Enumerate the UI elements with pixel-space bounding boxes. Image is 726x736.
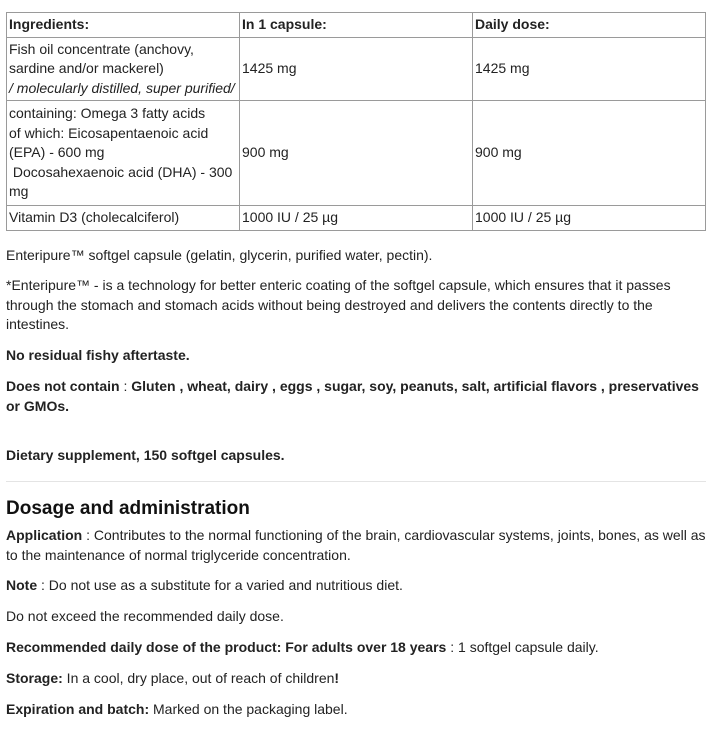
ingredient-line: Docosahexaenoic acid (DHA) - 300 bbox=[9, 163, 233, 180]
capsule-amount-cell: 1425 mg bbox=[240, 37, 473, 101]
ingredient-note: / molecularly distilled, super purified/ bbox=[9, 79, 235, 96]
daily-amount-cell: 1425 mg bbox=[473, 37, 706, 101]
application-label: Application bbox=[6, 527, 83, 543]
storage-label: Storage: bbox=[6, 670, 63, 686]
header-daily-dose: Daily dose: bbox=[473, 13, 706, 38]
ingredient-line: Fish oil concentrate (anchovy, bbox=[9, 40, 194, 57]
section-divider bbox=[6, 481, 706, 482]
expiration-label: Expiration and batch: bbox=[6, 701, 150, 717]
does-not-contain-text bbox=[6, 377, 706, 416]
table-row bbox=[7, 206, 706, 231]
storage-exclamation: ! bbox=[334, 670, 340, 686]
enteripure-description: *Enteripure™ - is a technology for better enteric coating of the softgel capsule, which ensures that it passes through the stomach and stomach acids without being destroyed and delivers the contents directly to the intestines. bbox=[6, 277, 671, 332]
does-not-contain-separator: : bbox=[119, 378, 132, 394]
header-in-1-capsule: In 1 capsule: bbox=[240, 13, 473, 38]
ingredient-cell bbox=[7, 37, 240, 101]
expiration-value: Marked on the packaging label. bbox=[149, 701, 348, 717]
table-header-row bbox=[7, 13, 706, 38]
expiration-text bbox=[6, 700, 706, 720]
note-value: : Do not use as a substitute for a varied and nutritious diet. bbox=[37, 577, 403, 593]
ingredient-line: of which: Eicosapentaenoic acid bbox=[9, 124, 209, 141]
capsule-amount-cell: 900 mg bbox=[240, 101, 473, 206]
recommended-dose-label: Recommended daily dose of the product: For adults over 18 years bbox=[6, 639, 447, 655]
recommended-dose-value: : 1 softgel capsule daily. bbox=[446, 639, 599, 655]
capsule-amount-cell: 1000 IU / 25 µg bbox=[240, 206, 473, 231]
daily-amount-cell: 900 mg bbox=[473, 101, 706, 206]
note-text bbox=[6, 576, 706, 596]
application-text bbox=[6, 526, 706, 565]
do-not-exceed-text: Do not exceed the recommended daily dose. bbox=[6, 608, 284, 624]
recommended-dose-text bbox=[6, 638, 706, 658]
table-row bbox=[7, 101, 706, 206]
dosage-heading: Dosage and administration bbox=[6, 498, 250, 519]
table-row bbox=[7, 37, 706, 101]
no-aftertaste-text: No residual fishy aftertaste. bbox=[6, 347, 190, 363]
daily-amount-cell: 1000 IU / 25 µg bbox=[473, 206, 706, 231]
storage-text bbox=[6, 669, 706, 689]
ingredient-line: Vitamin D3 (cholecalciferol) bbox=[9, 209, 180, 225]
storage-value: In a cool, dry place, out of reach of children bbox=[62, 670, 335, 686]
capsule-composition-text: Enteripure™ softgel capsule (gelatin, glycerin, purified water, pectin). bbox=[6, 247, 433, 263]
note-label: Note bbox=[6, 577, 38, 593]
header-ingredients: Ingredients: bbox=[7, 13, 240, 38]
application-value: : Contributes to the normal functioning of the brain, cardiovascular systems, joints, bones, as well as to the maintenance of normal triglyceride concentration. bbox=[6, 527, 706, 563]
dietary-supplement-text: Dietary supplement, 150 softgel capsules. bbox=[6, 447, 285, 463]
ingredient-line: sardine and/or mackerel) bbox=[9, 60, 164, 76]
does-not-contain-label: Does not contain bbox=[6, 378, 120, 394]
ingredient-cell bbox=[7, 206, 240, 231]
ingredient-cell bbox=[7, 101, 240, 206]
ingredient-line: containing: Omega 3 fatty acids bbox=[9, 105, 206, 122]
allergen-list: Gluten , wheat, dairy , eggs , sugar, soy, peanuts, salt, artificial flavors , preservatives or GMOs. bbox=[6, 378, 699, 414]
ingredient-line: mg bbox=[9, 183, 29, 200]
ingredient-line: (EPA) - 600 mg bbox=[9, 144, 105, 161]
ingredients-table bbox=[6, 12, 706, 231]
